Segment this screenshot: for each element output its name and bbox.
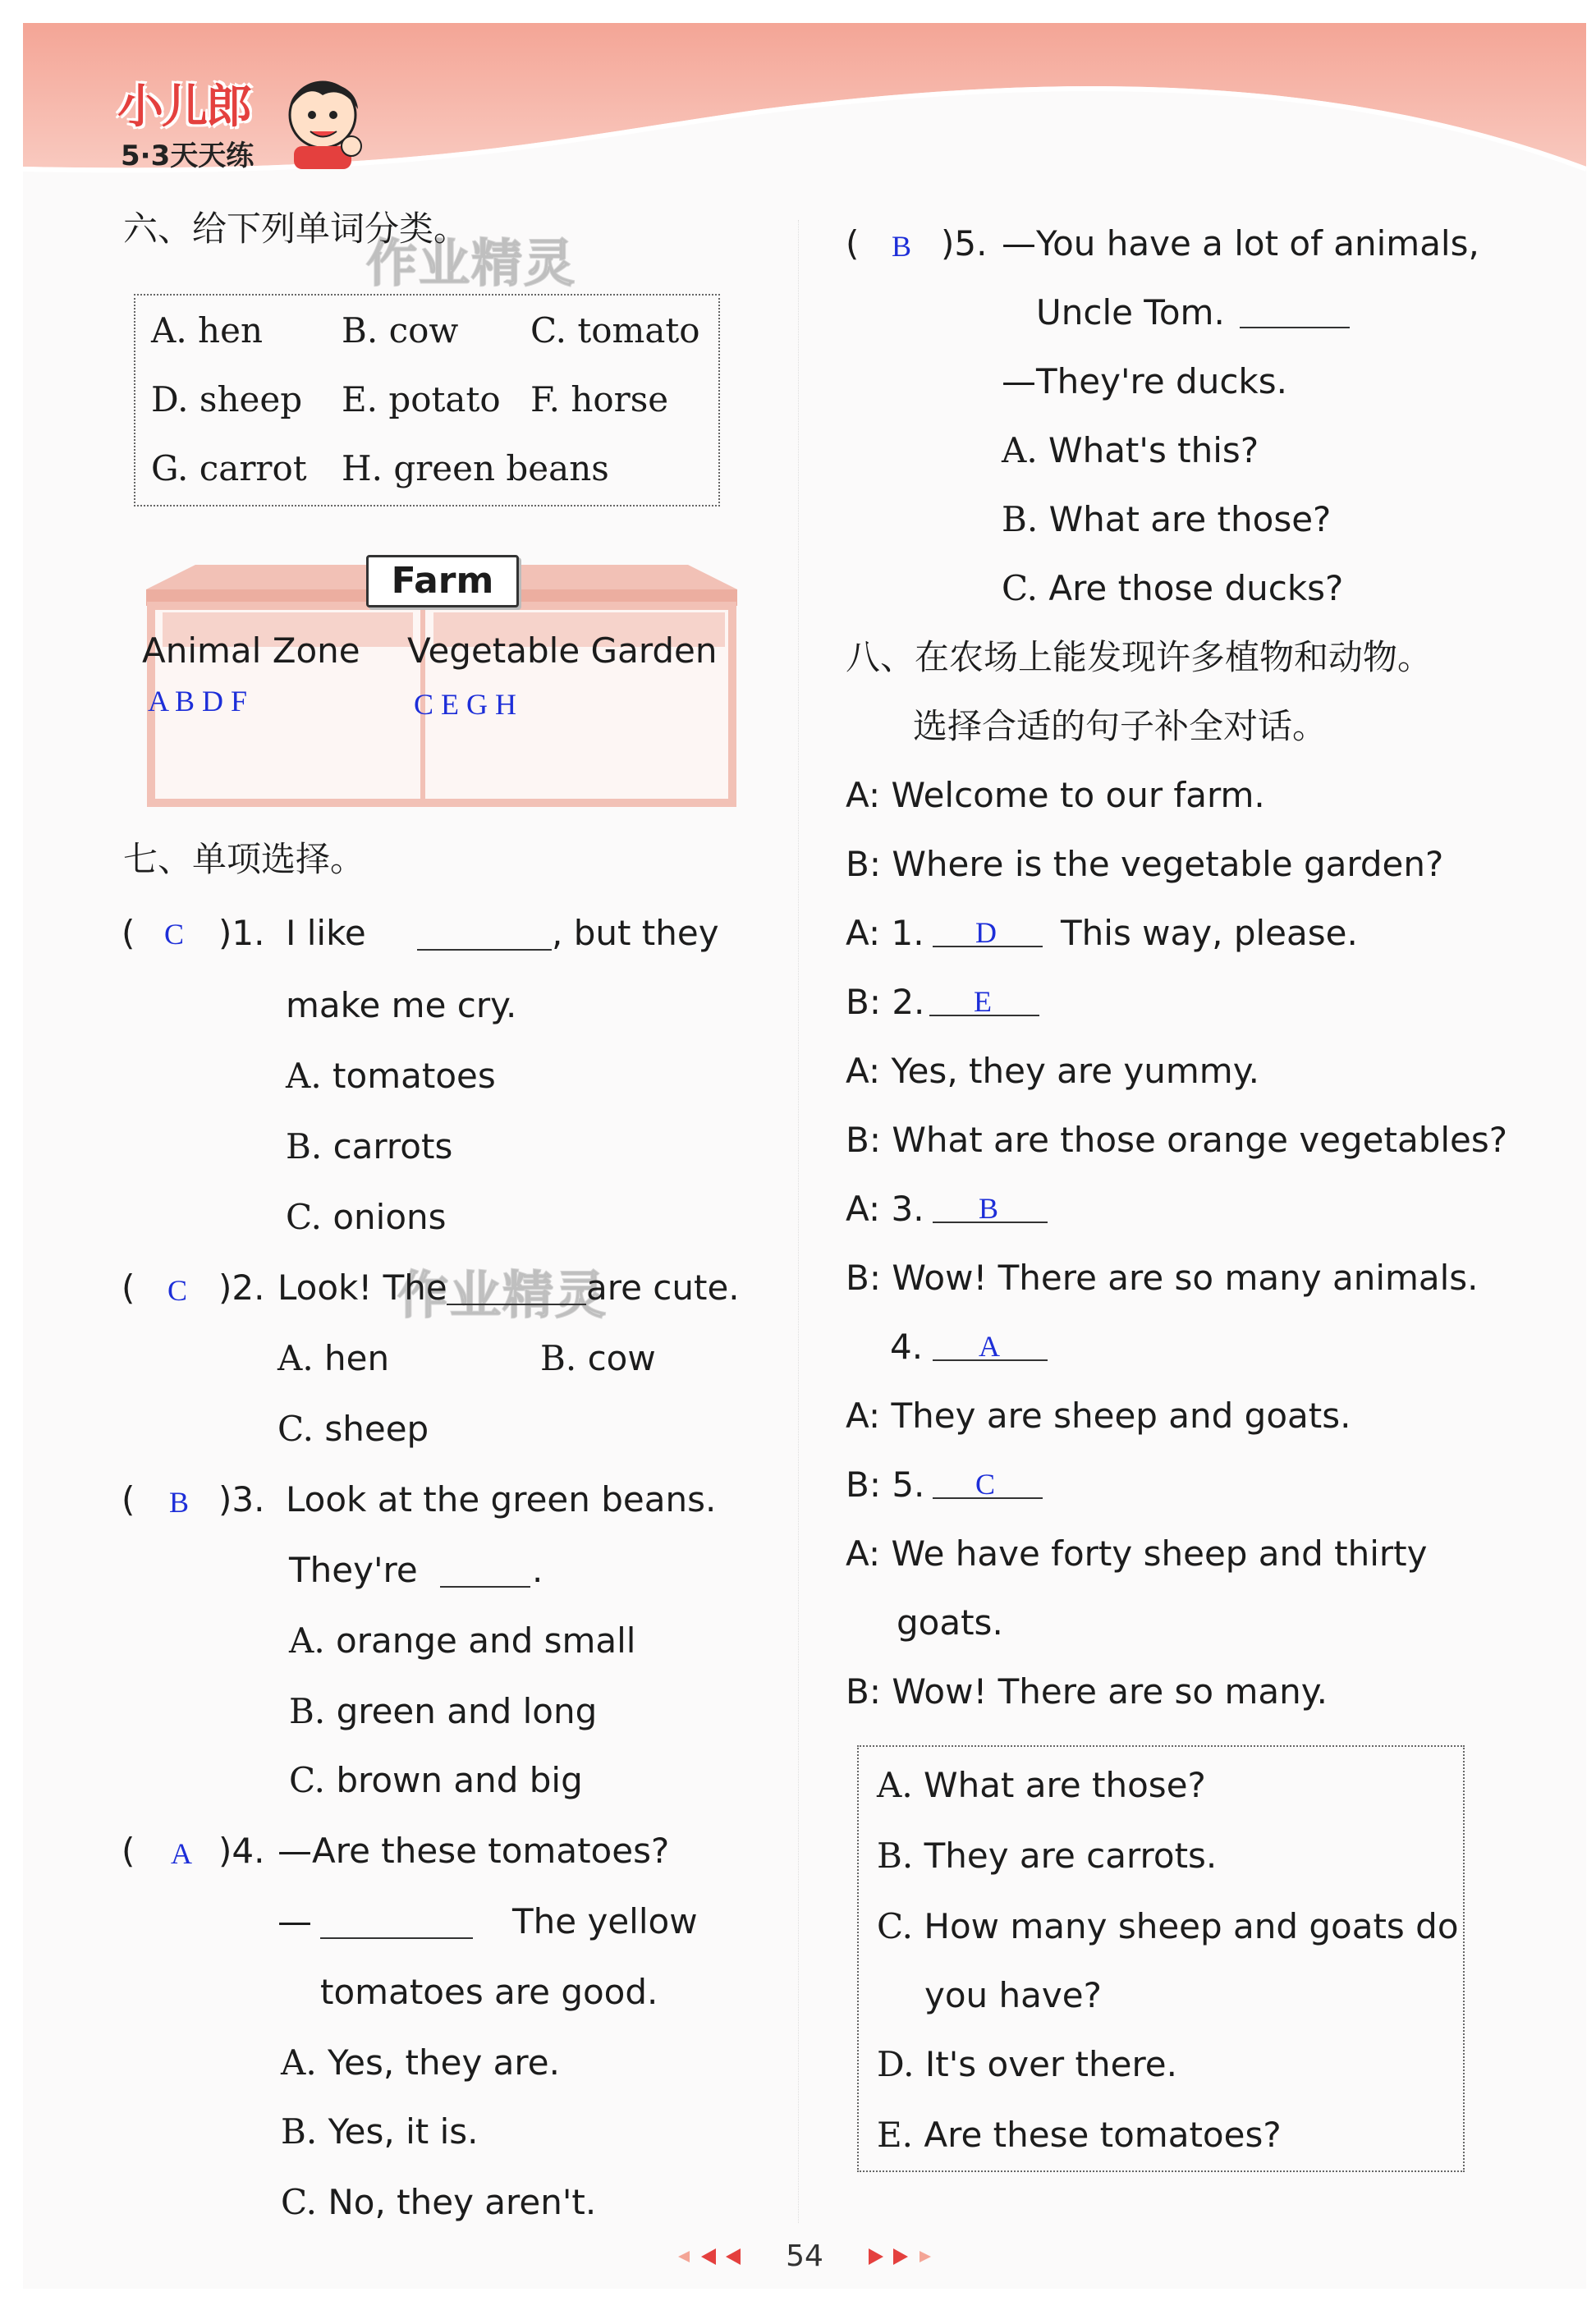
brand-logo	[117, 71, 254, 173]
q3-stem: .	[532, 1550, 543, 1590]
dialogue-line: A: Yes, they are yummy.	[846, 1051, 1259, 1091]
q3-option: B. green and long	[289, 1691, 598, 1731]
dialogue-answer: A	[979, 1330, 1000, 1363]
q2-answer: C	[167, 1274, 188, 1307]
q2-blank	[447, 1304, 586, 1305]
q5-stem: —They're ducks.	[1002, 361, 1287, 401]
dialogue-line: B: 2.	[846, 982, 925, 1022]
word-label: F. horse	[530, 379, 669, 419]
paren-open: (	[122, 1267, 135, 1308]
dialogue-option: D. It's over there.	[877, 2044, 1177, 2084]
q2-stem: are cute.	[586, 1267, 740, 1308]
q5-option: A. What's this?	[1002, 430, 1259, 470]
options-box	[857, 1745, 1465, 2172]
q4-blank	[320, 1937, 473, 1939]
paren-open: (	[122, 913, 135, 953]
section6-title: 六、给下列单词分类。	[123, 209, 469, 249]
dialogue-line: B: Wow! There are so many.	[846, 1671, 1328, 1712]
vegetable-garden-label: Vegetable Garden	[407, 630, 718, 671]
q5-option: B. What are those?	[1002, 499, 1332, 539]
watermark: 作业精灵	[397, 1265, 608, 1325]
farm-title: Farm	[366, 555, 519, 607]
q2-number: )2.	[218, 1267, 265, 1308]
dialogue-option: A. What are those?	[877, 1765, 1206, 1805]
word-label: C. tomato	[530, 310, 700, 351]
dialogue-line: goats.	[897, 1602, 1003, 1643]
q4-option: C. No, they aren't.	[281, 2182, 597, 2222]
section8-title: 八、在农场上能发现许多植物和动物。	[846, 637, 1433, 677]
q3-answer: B	[169, 1486, 190, 1519]
q5-answer: B	[892, 230, 912, 263]
dialogue-option: B. They are carrots.	[877, 1836, 1218, 1876]
dialogue-line: A: 1.	[846, 913, 924, 953]
dialogue-line: A: 3.	[846, 1189, 924, 1229]
paren-open: (	[122, 1479, 135, 1519]
q4-stem: tomatoes are good.	[320, 1972, 658, 2012]
next-arrows-icon	[852, 2244, 934, 2269]
header-band	[23, 23, 1586, 187]
q2-option: B. cow	[540, 1338, 656, 1378]
q1-stem: , but they	[552, 913, 719, 953]
dialogue-line: A: Welcome to our farm.	[846, 775, 1265, 815]
animal-zone-label: Animal Zone	[142, 630, 360, 671]
q1-number: )1.	[218, 913, 265, 953]
q4-stem: —	[277, 1901, 312, 1941]
brand-series: 5·3天天练	[121, 140, 255, 172]
word-label: A. hen	[151, 310, 264, 351]
section7-title: 七、单项选择。	[123, 839, 365, 879]
q1-stem: make me cry.	[286, 985, 517, 1025]
q4-stem: The yellow	[512, 1901, 698, 1941]
q3-blank	[440, 1586, 530, 1588]
vegetable-garden-answer: C E G H	[414, 688, 516, 721]
word-label: G. carrot	[151, 448, 307, 488]
dialogue-answer: E	[974, 985, 992, 1018]
dialogue-line: B: Where is the vegetable garden?	[846, 844, 1444, 884]
q1-stem: I like	[286, 913, 366, 953]
q4-number: )4.	[218, 1831, 265, 1871]
column-divider	[798, 220, 799, 2223]
animal-zone-answer: A B D F	[148, 685, 248, 717]
workbook-page	[23, 23, 1586, 2289]
dialogue-answer: B	[979, 1192, 999, 1225]
q5-stem: —You have a lot of animals,	[1002, 223, 1479, 264]
dialogue-answer: D	[975, 916, 997, 949]
dialogue-line: 4.	[890, 1327, 924, 1367]
q1-blank	[417, 949, 552, 951]
dialogue-text: This way, please.	[1061, 913, 1358, 953]
dialogue-option: E. Are these tomatoes?	[877, 2115, 1282, 2155]
dialogue-line: A: They are sheep and goats.	[846, 1396, 1351, 1436]
q3-stem: They're	[289, 1550, 418, 1590]
dialogue-answer: C	[975, 1468, 996, 1501]
q1-option: A. tomatoes	[286, 1056, 496, 1096]
brand-name: 小儿郎	[117, 80, 250, 134]
q3-number: )3.	[218, 1479, 265, 1519]
dialogue-line: B: Wow! There are so many animals.	[846, 1258, 1479, 1298]
q5-number: )5.	[941, 223, 988, 264]
word-label: H. green beans	[342, 448, 609, 488]
dialogue-line: B: What are those orange vegetables?	[846, 1120, 1508, 1160]
q1-option: B. carrots	[286, 1126, 453, 1167]
q4-option: A. Yes, they are.	[281, 2042, 560, 2083]
dialogue-option: C. How many sheep and goats do	[877, 1906, 1459, 1946]
q4-answer: A	[171, 1837, 192, 1870]
page-footer	[23, 2239, 1586, 2273]
q4-stem: —Are these tomatoes?	[277, 1831, 670, 1871]
prev-arrows-icon	[675, 2244, 757, 2269]
q4-option: B. Yes, it is.	[281, 2111, 479, 2152]
word-label: B. cow	[342, 310, 459, 351]
q2-option: C. sheep	[277, 1409, 429, 1449]
dialogue-option: you have?	[924, 1975, 1102, 2015]
word-label: E. potato	[342, 379, 501, 419]
watermark: 作业精灵	[366, 233, 577, 293]
q5-option: C. Are those ducks?	[1002, 568, 1344, 608]
section8-subtitle: 选择合适的句子补全对话。	[913, 706, 1328, 746]
q2-stem: Look! The	[277, 1267, 447, 1308]
mascot-boy-icon	[277, 64, 368, 171]
q1-option: C. onions	[286, 1197, 447, 1237]
paren-open: (	[122, 1831, 135, 1871]
q3-option: C. brown and big	[289, 1760, 583, 1800]
q5-blank	[1240, 327, 1350, 328]
word-label: D. sheep	[151, 379, 303, 419]
page-number: 54	[786, 2239, 823, 2273]
dialogue-line: A: We have forty sheep and thirty	[846, 1533, 1428, 1574]
q2-option: A. hen	[277, 1338, 390, 1378]
dialogue-line: B: 5.	[846, 1464, 925, 1505]
paren-open: (	[846, 223, 860, 264]
q5-stem: Uncle Tom.	[1036, 292, 1225, 332]
q3-stem: Look at the green beans.	[286, 1479, 717, 1519]
q1-answer: C	[164, 918, 185, 951]
q3-option: A. orange and small	[289, 1620, 636, 1661]
